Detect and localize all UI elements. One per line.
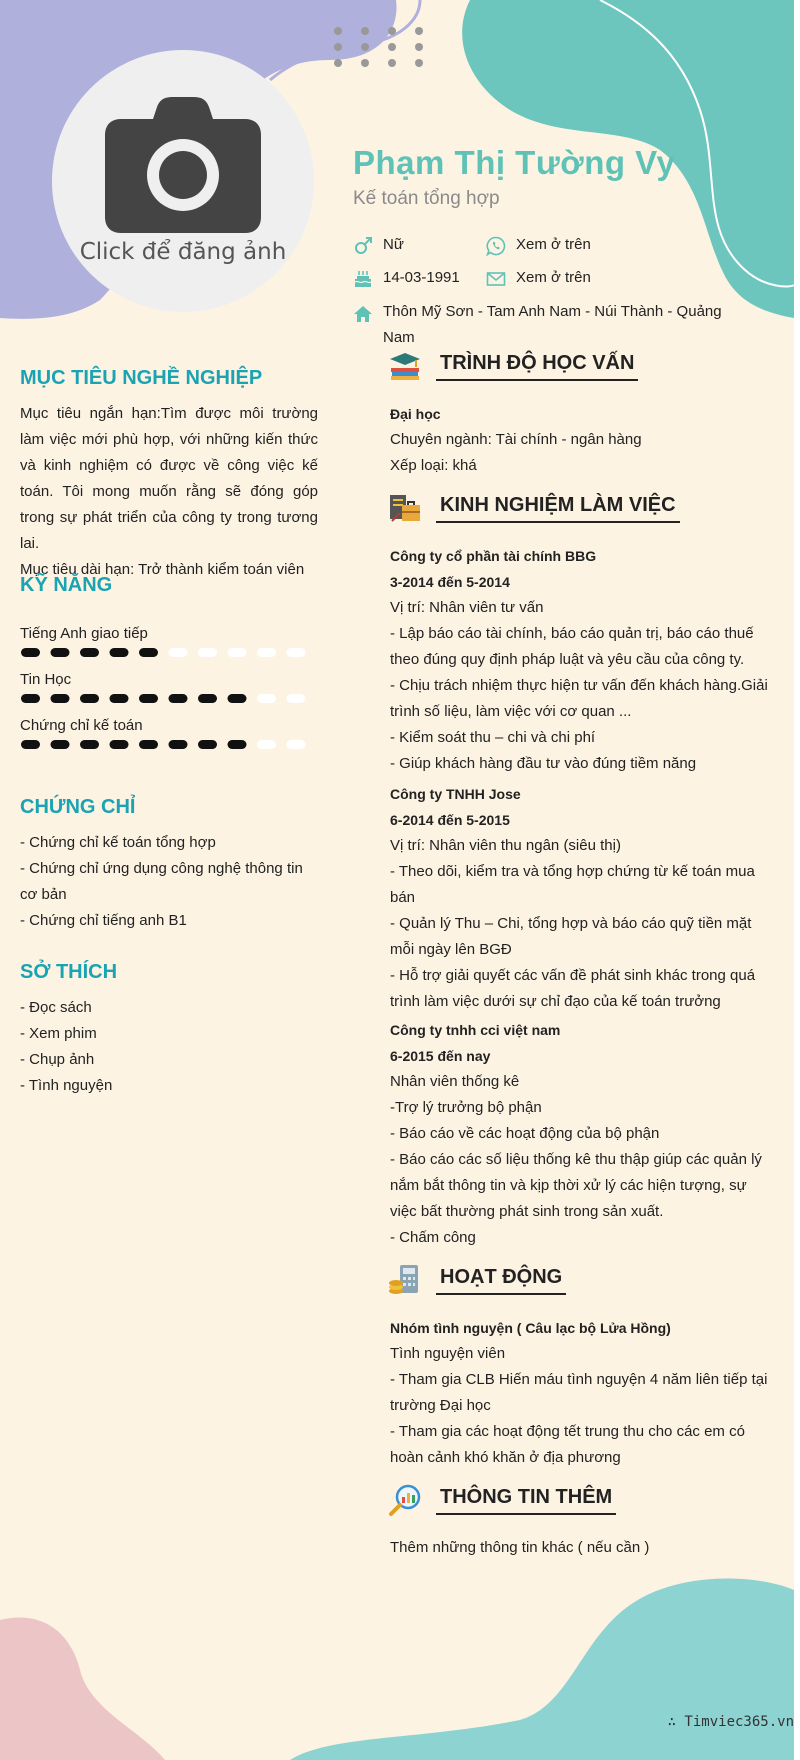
additional-header xyxy=(388,1483,616,1517)
job-line: - Lập báo cáo tài chính, báo cáo quản trị, báo cáo thuế theo đúng quy định pháp luật và yêu cầu của công ty. xyxy=(390,625,754,668)
skill-name: Tiếng Anh giao tiếp xyxy=(20,625,148,642)
watermark: ∴ Timviec365.vn xyxy=(667,1714,794,1730)
short-term-goal: Mục tiêu ngắn hạn:Tìm được môi trường làm việc mới phù hợp, với những kiến thức và kinh nghiệm có được về công việc kế toán. Tôi mong muốn rằng sẽ đóng góp trong sự phát triển của công ty trong tương lai. xyxy=(20,405,318,552)
gender-value: Nữ xyxy=(383,236,404,253)
job-line: Vị trí: Nhân viên thu ngân (siêu thị) xyxy=(390,837,621,854)
list-item: - Chụp ảnh xyxy=(20,1051,95,1068)
activity-line: - Tham gia các hoạt động tết trung thu cho các em có hoàn cảnh khó khăn ở địa phương xyxy=(390,1423,745,1466)
skill-segment-empty xyxy=(287,648,306,657)
skills-heading: KỸ NĂNG xyxy=(20,574,113,596)
skill-segment-filled xyxy=(51,694,70,703)
avatar-label: Click để đăng ảnh xyxy=(79,239,287,265)
list-item: - Tình nguyện xyxy=(20,1077,113,1094)
list-item: - Chứng chỉ tiếng anh B1 xyxy=(20,912,187,929)
address-value: Thôn Mỹ Sơn - Tam Anh Nam - Núi Thành - Quảng Nam xyxy=(383,303,722,346)
experience-header xyxy=(388,491,680,525)
objective-text xyxy=(20,401,318,583)
experience-title: KINH NGHIỆM LÀM VIỆC xyxy=(436,494,680,523)
birthday-value: 14-03-1991 xyxy=(383,269,460,286)
activity-line: Tình nguyện viên xyxy=(390,1345,506,1362)
bottom-teal-blob xyxy=(290,1579,794,1760)
experience-job xyxy=(390,543,768,777)
skill-level-bar xyxy=(20,737,320,753)
job-line: - Giúp khách hàng đầu tư vào đúng tiềm năng xyxy=(390,755,697,772)
pink-blob xyxy=(0,1617,165,1760)
job-line: - Chịu trách nhiệm thực hiện tư vấn đến khách hàng.Giải trình số liệu, làm việc với cơ quan ... xyxy=(390,677,768,720)
job-line: Vị trí: Nhân viên tư vấn xyxy=(390,599,544,616)
additional-title: THÔNG TIN THÊM xyxy=(436,1486,616,1515)
email-value: Xem ở trên xyxy=(516,269,591,286)
skill-segment-filled xyxy=(228,694,247,703)
job-line: - Hỗ trợ giải quyết các vấn đề phát sinh khác trong quá trình làm việc dưới sự chỉ đạo của kế toán trưởng xyxy=(390,967,756,1010)
skill-segment-filled xyxy=(51,648,70,657)
job-period: 6-2014 đến 5-2015 xyxy=(390,812,510,828)
skill-segment-empty xyxy=(257,740,276,749)
list-item: - Chứng chỉ kế toán tổng hợp xyxy=(20,834,216,851)
home-icon xyxy=(353,304,373,324)
activity-line: - Tham gia CLB Hiến máu tình nguyện 4 năm liên tiếp tại trường Đại học xyxy=(390,1371,768,1414)
calculator-coins-icon xyxy=(388,1263,422,1297)
skill-segment-filled xyxy=(110,694,129,703)
job-period: 3-2014 đến 5-2014 xyxy=(390,574,510,590)
hobbies-list xyxy=(20,995,320,1099)
skill-segment-filled xyxy=(139,648,158,657)
skill-segment-filled xyxy=(110,648,129,657)
skill-segment-filled xyxy=(80,648,99,657)
envelope-icon xyxy=(486,269,506,289)
camera-icon xyxy=(105,97,261,233)
job-line: Nhân viên thống kê xyxy=(390,1073,520,1090)
skill-segment-filled xyxy=(198,740,217,749)
contact-address xyxy=(353,302,733,351)
skill-segment-empty xyxy=(169,648,188,657)
job-line: - Quản lý Thu – Chi, tổng hợp và báo cáo quỹ tiền mặt mỗi ngày lên BGĐ xyxy=(390,915,752,958)
skill-name: Tin Học xyxy=(20,671,72,688)
skill-segment-filled xyxy=(80,740,99,749)
additional-text: Thêm những thông tin khác ( nếu cần ) xyxy=(390,1539,650,1556)
activities-block xyxy=(390,1315,768,1471)
list-item: - Xem phim xyxy=(20,1025,97,1042)
list-item: - Đọc sách xyxy=(20,999,92,1016)
candidate-name: Phạm Thị Tường Vy xyxy=(353,144,676,181)
skill-segment-empty xyxy=(287,740,306,749)
company-name: Công ty cổ phần tài chính BBG xyxy=(390,548,597,564)
books-icon xyxy=(388,349,422,383)
contact-email xyxy=(486,269,591,289)
education-block xyxy=(390,401,768,479)
skill-segment-filled xyxy=(198,694,217,703)
skill-name: Chứng chỉ kế toán xyxy=(20,717,143,734)
contact-phone xyxy=(486,236,591,256)
certificates-list xyxy=(20,830,320,934)
magnifier-chart-icon xyxy=(388,1483,422,1517)
job-period: 6-2015 đến nay xyxy=(390,1048,491,1064)
briefcase-icon xyxy=(388,491,422,525)
job-line: - Theo dõi, kiểm tra và tổng hợp chứng từ kế toán mua bán xyxy=(390,863,755,906)
certificates-heading: CHỨNG CHỈ xyxy=(20,796,136,818)
skill-segment-filled xyxy=(228,740,247,749)
major: Chuyên ngành: Tài chính - ngân hàng xyxy=(390,431,642,448)
contact-gender xyxy=(353,236,404,256)
experience-job xyxy=(390,781,768,1015)
experience-job xyxy=(390,1017,768,1251)
job-line: - Báo cáo các số liệu thống kê thu thập giúp các quản lý nắm bắt thông tin và kịp thời xử lý các hiện tượng, sự việc bất thường phát sinh trong sản xuất. xyxy=(390,1151,762,1220)
education-header xyxy=(388,349,638,383)
objective-heading: MỤC TIÊU NGHỀ NGHIỆP xyxy=(20,367,263,389)
whatsapp-icon xyxy=(486,236,506,256)
skill-segment-filled xyxy=(21,648,40,657)
skill-segment-filled xyxy=(139,740,158,749)
skill-segment-filled xyxy=(21,694,40,703)
skill-segment-filled xyxy=(110,740,129,749)
additional-block xyxy=(390,1535,768,1561)
organization: Nhóm tình nguyện ( Câu lạc bộ Lửa Hồng) xyxy=(390,1320,671,1336)
activities-header xyxy=(388,1263,566,1297)
company-name: Công ty tnhh cci việt nam xyxy=(390,1022,561,1038)
hobbies-heading: SỞ THÍCH xyxy=(20,961,118,983)
job-line: -Trợ lý trưởng bộ phận xyxy=(390,1099,542,1116)
skill-segment-empty xyxy=(228,648,247,657)
education-title: TRÌNH ĐỘ HỌC VẤN xyxy=(436,352,638,381)
job-title: Kế toán tổng hợp xyxy=(353,188,500,209)
skill-level-bar xyxy=(20,645,320,661)
company-name: Công ty TNHH Jose xyxy=(390,786,521,802)
avatar-upload[interactable] xyxy=(52,50,314,312)
skill-segment-filled xyxy=(139,694,158,703)
skill-segment-filled xyxy=(169,694,188,703)
skill-segment-empty xyxy=(257,648,276,657)
job-line: - Kiểm soát thu – chi và chi phí xyxy=(390,729,596,746)
skill-segment-filled xyxy=(51,740,70,749)
cake-icon xyxy=(353,269,373,289)
long-term-goal: Mục tiêu dài hạn: Trở thành kiểm toán viên xyxy=(20,561,305,578)
school: Đại học xyxy=(390,406,441,422)
list-item: - Chứng chỉ ứng dụng công nghệ thông tin cơ bản xyxy=(20,860,303,903)
job-line: - Chấm công xyxy=(390,1229,476,1246)
skill-segment-filled xyxy=(80,694,99,703)
grade: Xếp loại: khá xyxy=(390,457,477,474)
skill-segment-filled xyxy=(21,740,40,749)
skill-segment-empty xyxy=(257,694,276,703)
skill-segment-empty xyxy=(198,648,217,657)
gender-icon xyxy=(353,236,373,256)
activities-title: HOẠT ĐỘNG xyxy=(436,1266,566,1295)
job-line: - Báo cáo về các hoạt động của bộ phận xyxy=(390,1125,660,1142)
skill-segment-filled xyxy=(169,740,188,749)
skill-segment-empty xyxy=(287,694,306,703)
skill-level-bar xyxy=(20,691,320,707)
contact-birthday xyxy=(353,269,460,289)
phone-value: Xem ở trên xyxy=(516,236,591,253)
